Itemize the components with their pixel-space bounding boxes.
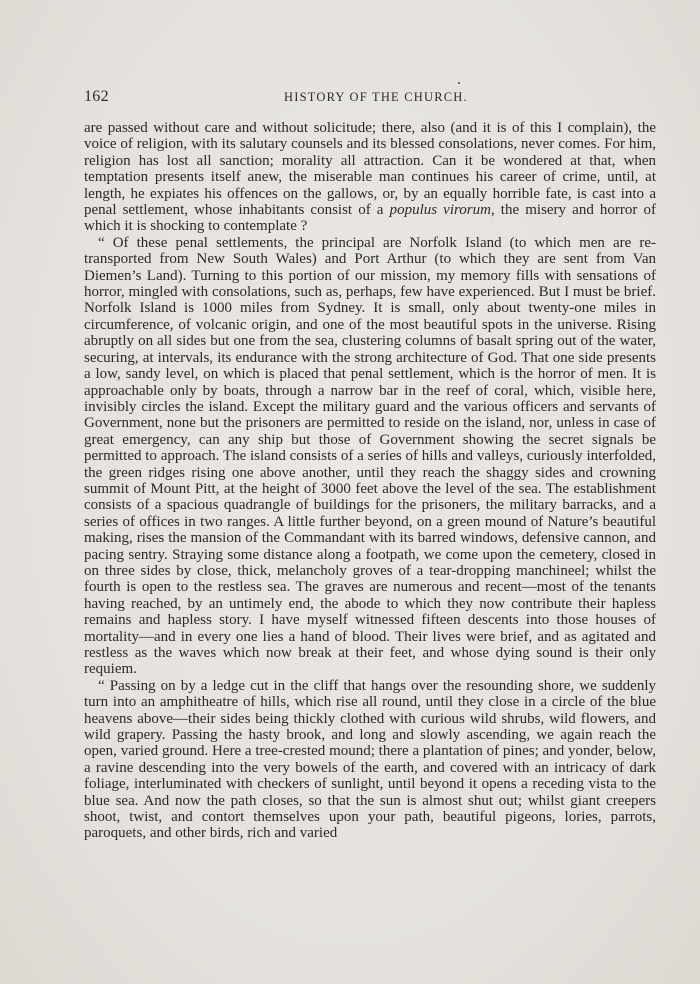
body-text [84,120,656,842]
ink-speck [458,82,460,84]
page-number: 162 [84,88,109,105]
paragraph [84,678,656,842]
text-segment: are passed without care and without solicitude; there, also (and it is of this I complain), the voice of religion, with its salutary counsels and its blessed consolations, never comes. For him, religion has lost all sanction; morality all attraction. Can it be wondered at that, when temptation presents itself anew, the miserable man continues his career of crime, until, at length, he expiates his offences on the gallows, or, by an equally horrible fate, is cast into a penal settlement, whose inhabitants consist of a [84,120,656,219]
text-segment: , the misery and horror of which it is shocking to contemplate ? [84,202,656,235]
page-header [84,88,655,108]
text-segment: “ Of these penal settlements, the principal are Norfolk Island (to which men are re-transported from New South Wales) and Port Arthur (to which they are sent from Van Diemen’s Land). Turning to this portion of our mission, my memory fills with sensations of horror, mingled with consolations, such as, perhaps, few have experienced. But I must be brief. Norfolk Island is 1000 miles from Sydney. It is small, only about twenty-one miles in circumference, of volcanic origin, and one of the most beautiful spots in the universe. Rising abruptly on all sides but one from the sea, clustering columns of basalt spring out of the water, securing, at intervals, its endurance with the strong architecture of God. That one side presents a low, sandy level, on which is placed that penal settlement, which is the horror of men. It is approachable only by boats, through a narrow bar in the reef of coral, which, visible here, invisibly circles the island. Except the military guard and the various officers and servants of Government, none but the prisoners are permitted to reside on the island, nor, unless in case of great emergency, can any ship but those of Government showing the secret signals be permitted to approach. The island consists of a series of hills and valleys, curiously interfolded, the green ridges rising one above another, until they reach the shaggy sides and crowning summit of Mount Pitt, at the height of 3000 feet above the level of the sea. The establishment consists of a spacious quadrangle of buildings for the prisoners, the military barracks, and a series of offices in two ranges. A little further beyond, on a green mound of Nature’s beautiful making, rises the mansion of the Commandant with its barred windows, defensive cannon, and pacing sentry. Straying some distance along a footpath, we come upon the cemetery, closed in on three sides by close, thick, melancholy groves of a tear-dropping manchineel; whilst the fourth is open to the restless sea. The graves are numerous and recent—most of the tenants having reached, by an untimely end, the abode to which they now contribute their hapless remains and hapless story. I have myself witnessed fifteen descents into those houses of mortality—and in every one lies a hand of blood. Their lives were brief, and as agitated and restless as the waves which now break at their feet, and whose dying sound is their only requiem. [84,234,656,678]
running-title: HISTORY OF THE CHURCH. [284,90,468,104]
italic-phrase: populus virorum [389,202,491,219]
text-segment: “ Passing on by a ledge cut in the cliff that hangs over the resounding shore, we suddenly turn into an amphitheatre of hills, which rise all round, until they close in a circle of the blue heavens above—their sides being thickly clothed with curious wild shrubs, wild flowers, and wild grapery. Passing the hasty brook, and long and slowly ascending, we again reach the open, varied ground. Here a tree-crested mound; there a plantation of pines; and yonder, below, a ravine descending into the very bowels of the earth, and covered with an intricacy of dark foliage, interluminated with checkers of sunlight, until beyond it opens a receding vista to the blue sea. And now the path closes, so that the sun is almost shut out; whilst giant creepers shoot, twist, and contort themselves upon your path, beautiful pigeons, lories, parrots, paroquets, and other birds, rich and varied [84,677,656,842]
paragraph [84,120,656,235]
paragraph [84,235,656,678]
